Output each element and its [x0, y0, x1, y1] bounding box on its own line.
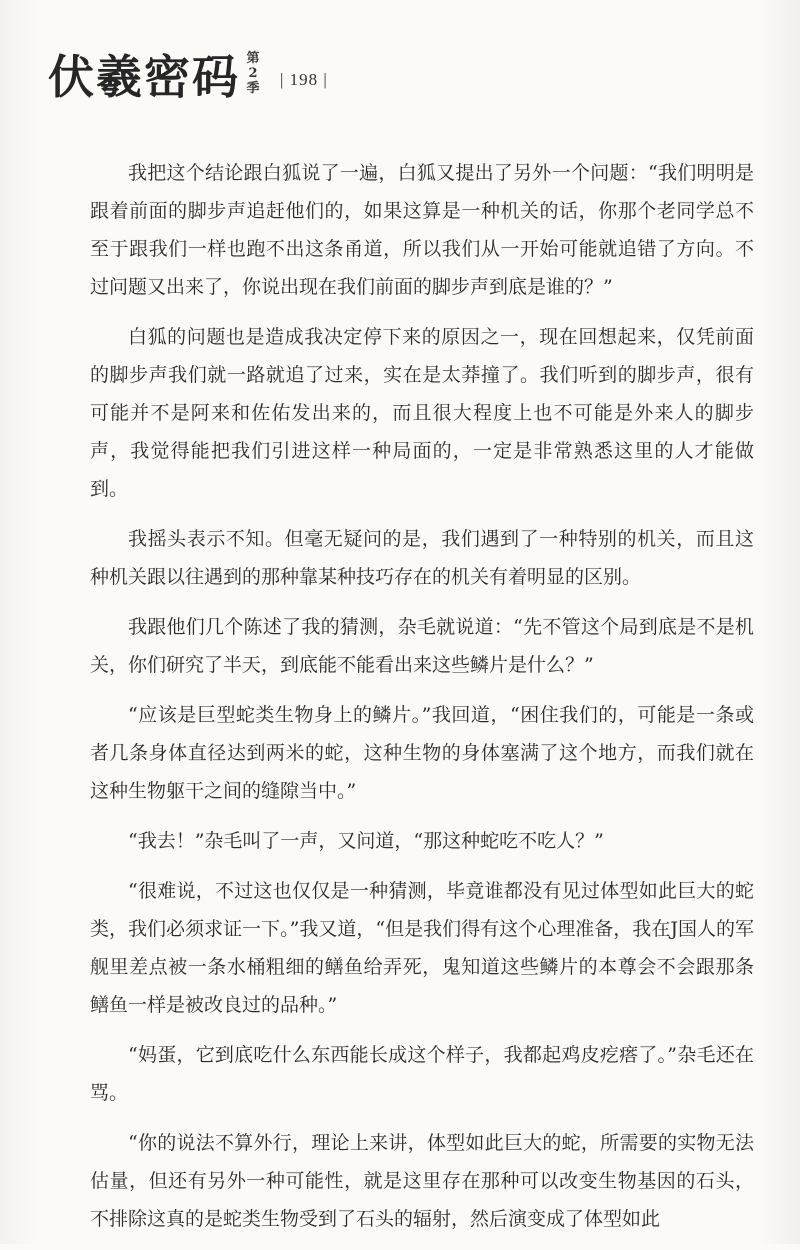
paragraph: “你的说法不算外行，理论上来讲，体型如此巨大的蛇，所需要的实物无法估量，但还有另外一种可能性，就是这里存在那种可以改变生物基因的石头，不排除这真的是蛇类生物受到了石头的辐射，然后演变成了体型如此 — [90, 1132, 754, 1230]
page-header — [48, 40, 328, 104]
paragraph: “妈蛋，它到底吃什么东西能长成这个样子，我都起鸡皮疙瘩了。”杂毛还在骂。 — [90, 1044, 754, 1104]
page-number: | 198 | — [280, 70, 328, 89]
book-title: 伏羲密码 — [48, 50, 240, 104]
paragraph: “应该是巨型蛇类生物身上的鳞片。”我回道，“困住我们的，可能是一条或者几条身体直径达到两米的蛇，这种生物的身体塞满了这个地方，而我们就在这种生物躯干之间的缝隙当中。” — [90, 704, 754, 802]
paragraph: “很难说，不过这也仅仅是一种猜测，毕竟谁都没有见过体型如此巨大的蛇类，我们必须求证一下。”我又道，“但是我们得有这个心理准备，我在J国人的军舰里差点被一条水桶粗细的鳝鱼给弄死，鬼知道这些鳞片的本尊会不会跟那条鳝鱼一样是被改良过的品种。” — [90, 880, 754, 1016]
season-label: 第2季 — [246, 51, 260, 96]
paragraph: 我摇头表示不知。但毫无疑问的是，我们遇到了一种特别的机关，而且这种机关跟以往遇到的那种靠某种技巧存在的机关有着明显的区别。 — [90, 528, 754, 588]
paragraph: 我把这个结论跟白狐说了一遍，白狐又提出了另外一个问题：“我们明明是跟着前面的脚步声追赶他们的，如果这算是一种机关的话，你那个老同学总不至于跟我们一样也跑不出这条甬道，所以我们从一开始可能就追错了方向。不过问题又出来了，你说出现在我们前面的脚步声到底是谁的？” — [90, 162, 754, 298]
paragraph: “我去！”杂毛叫了一声，又问道，“那这种蛇吃不吃人？” — [128, 830, 604, 852]
paragraph: 我跟他们几个陈述了我的猜测，杂毛就说道：“先不管这个局到底是不是机关，你们研究了半天，到底能不能看出来这些鳞片是什么？” — [90, 616, 754, 676]
paragraph: 白狐的问题也是造成我决定停下来的原因之一，现在回想起来，仅凭前面的脚步声我们就一路就追了过来，实在是太莽撞了。我们听到的脚步声，很有可能并不是阿来和佐佑发出来的，而且很大程度上也不可能是外来人的脚步声，我觉得能把我们引进这样一种局面的，一定是非常熟悉这里的人才能做到。 — [90, 326, 754, 500]
page-body — [90, 154, 754, 1250]
